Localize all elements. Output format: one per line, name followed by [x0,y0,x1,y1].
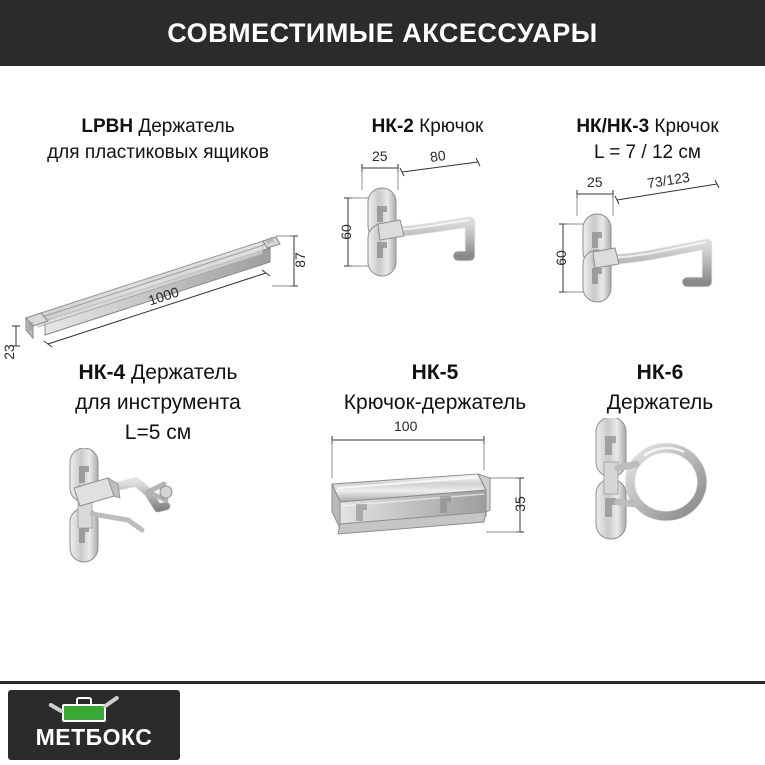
product-article: НК-2 [371,116,414,137]
product-name-line1: Держатель [138,116,235,137]
page-header [0,0,765,66]
product-title-nk2 [320,114,535,140]
dimension-label: 80 [428,146,447,166]
page-footer [0,681,765,765]
product-card-nk3[interactable] [535,114,760,374]
dimension-label: 35 [511,496,528,512]
product-name-line1: Держатель [606,391,714,414]
nk6-drawing [560,418,760,608]
dimension-label: 100 [394,418,418,434]
brand-logo[interactable] [8,690,180,760]
page-title: СОВМЕСТИМЫЕ АКСЕССУАРЫ [167,17,598,48]
product-figure-lpbh [0,166,308,360]
product-title-nk3 [535,114,760,166]
brand-name: МЕТБОКС [35,724,153,750]
dimension-label: 60 [337,224,354,240]
product-card-lpbh[interactable] [0,114,308,374]
product-name-line1: Крючок [419,116,484,137]
dimension-label: 1000 [146,283,181,309]
product-figure-nk6 [560,418,760,608]
product-title-lpbh [8,114,308,166]
product-figure-nk3 [535,166,760,366]
product-name-line1: Крючок-держатель [343,391,527,414]
dimension-label: 23 [0,344,17,360]
toolbox-icon [54,696,116,724]
product-figure-nk5 [310,418,560,608]
dimension-label: 73/123 [646,168,691,192]
product-article: НК-6 [636,361,684,384]
product-name-line2: для пластиковых ящиков [47,142,269,163]
product-name-line1: Крючок [654,116,719,137]
product-card-nk4[interactable] [8,358,308,658]
nk2-drawing [320,140,535,340]
product-card-nk6[interactable] [560,358,760,658]
product-name-line1: Держатель [131,361,238,384]
nk3-drawing [535,166,760,366]
dimension-label: 25 [372,148,388,164]
nk4-drawing [8,448,308,628]
product-article: НК-5 [411,361,459,384]
dimension-label: 25 [587,174,603,190]
product-card-nk2[interactable] [320,114,535,374]
product-article: НК/НК-3 [576,116,650,137]
product-title-nk4 [8,358,308,448]
lpbh-drawing [8,166,308,356]
product-article: LPBH [81,116,134,137]
product-figure-nk2 [320,140,535,340]
nk5-drawing [310,418,560,608]
product-figure-nk4 [8,448,308,628]
product-article: НК-4 [78,361,126,384]
product-name-line3: L=5 см [124,421,192,444]
accessories-sheet [0,66,765,681]
product-title-nk6 [560,358,760,418]
product-title-nk5 [310,358,560,418]
product-name-line2: L = 7 / 12 см [594,142,701,163]
dimension-label: 87 [291,252,308,268]
product-name-line2: для инструмента [75,391,241,414]
dimension-label: 60 [552,250,569,266]
product-card-nk5[interactable] [310,358,560,658]
